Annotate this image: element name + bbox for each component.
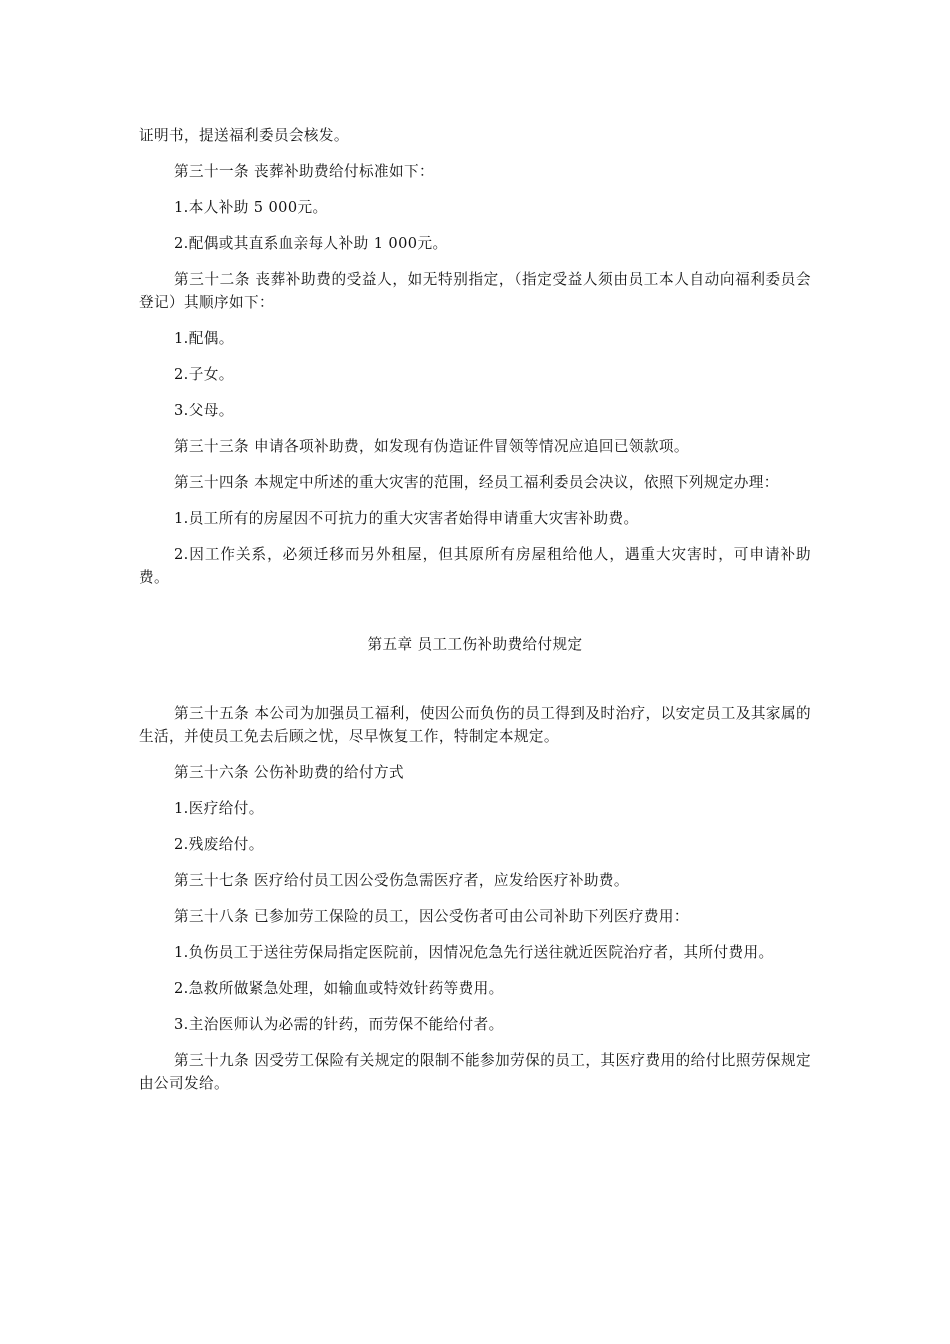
list-item: 2.急救所做紧急处理，如输血或特效针药等费用。 [174, 980, 504, 997]
article-39: 第三十九条 因受劳工保险有关规定的限制不能参加劳保的员工，其医疗费用的给付比照劳保规定由公司发给。 [139, 1052, 811, 1092]
paragraph: 证明书，提送福利委员会核发。 [139, 127, 349, 144]
list-item: 2.配偶或其直系血亲每人补助 1 000元。 [174, 235, 448, 252]
list-item: 2.残废给付。 [174, 836, 264, 853]
article-34: 第三十四条 本规定中所述的重大灾害的范围，经员工福利委员会决议，依照下列规定办理： [174, 474, 779, 491]
list-item: 3.父母。 [174, 402, 234, 419]
article-38: 第三十八条 已参加劳工保险的员工，因公受伤者可由公司补助下列医疗费用： [174, 908, 689, 925]
article-35: 第三十五条 本公司为加强员工福利，使因公而负伤的员工得到及时治疗，以安定员工及其家属的生活，并使员工免去后顾之忧，尽早恢复工作，特制定本规定。 [139, 705, 811, 745]
list-item: 1.配偶。 [174, 330, 234, 347]
article-37: 第三十七条 医疗给付员工因公受伤急需医疗者，应发给医疗补助费。 [174, 872, 629, 889]
article-32: 第三十二条 丧葬补助费的受益人，如无特别指定，（指定受益人须由员工本人自动向福利委员会登记）其顺序如下： [139, 271, 811, 311]
article-33: 第三十三条 申请各项补助费，如发现有伪造证件冒领等情况应追回已领款项。 [174, 438, 689, 455]
list-item: 1.本人补助 5 000元。 [174, 199, 328, 216]
chapter-title: 第五章 员工工伤补助费给付规定 [367, 636, 583, 653]
list-item: 1.负伤员工于送往劳保局指定医院前，因情况危急先行送往就近医院治疗者，其所付费用。 [174, 944, 774, 961]
list-item: 2.子女。 [174, 366, 234, 383]
list-item: 2.因工作关系，必须迁移而另外租屋，但其原所有房屋租给他人，遇重大灾害时，可申请补助费。 [139, 546, 811, 586]
document-body [139, 124, 811, 1108]
list-item: 3.主治医师认为必需的针药，而劳保不能给付者。 [174, 1016, 504, 1033]
article-31: 第三十一条 丧葬补助费给付标准如下： [174, 163, 434, 180]
list-item: 1.员工所有的房屋因不可抗力的重大灾害者始得申请重大灾害补助费。 [174, 510, 639, 527]
article-36: 第三十六条 公伤补助费的给付方式 [174, 764, 404, 781]
list-item: 1.医疗给付。 [174, 800, 264, 817]
